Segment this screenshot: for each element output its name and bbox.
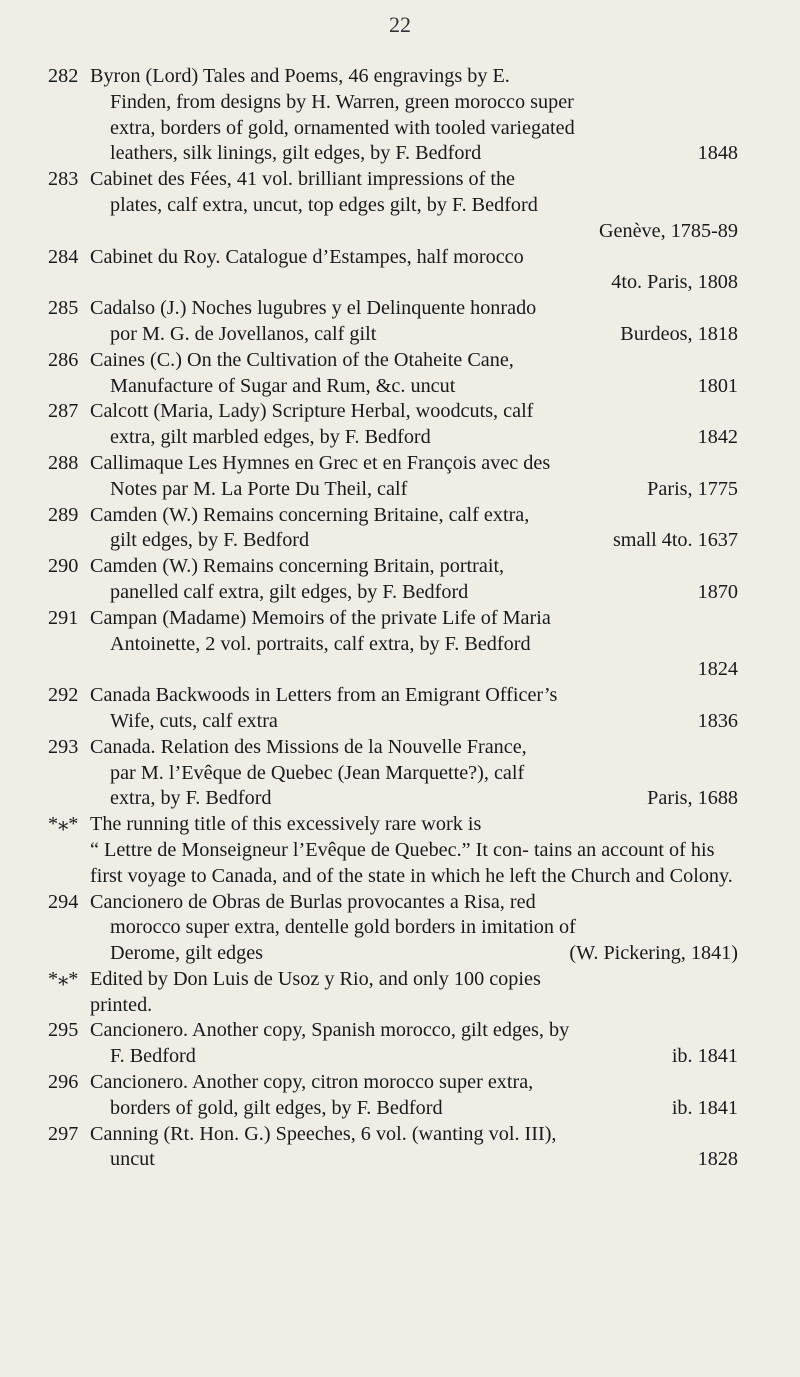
entry-line: Cancionero. Another copy, citron morocco super extra,: [90, 1071, 534, 1094]
catalogue-list: [48, 64, 738, 1173]
entry-line: Caines (C.) On the Cultivation of the Otaheite Cane,: [90, 348, 514, 371]
entry-line: [90, 425, 738, 451]
note-line: Edited by Don Luis de Usoz y Rio, and only 100 copies: [90, 967, 541, 990]
catalogue-entry-294: [48, 890, 738, 967]
entry-number: 288: [48, 451, 79, 474]
entry-line: [90, 322, 738, 348]
entry-line: Canada Backwoods in Letters from an Emigrant Officer’s: [90, 684, 558, 707]
catalogue-entry-295: [48, 1018, 738, 1070]
catalogue-entry-285: [48, 296, 738, 348]
page-number: 22: [389, 12, 411, 37]
entry-line: [90, 786, 738, 812]
entry-line: Cadalso (J.) Noches lugubres y el Delinquente honrado: [90, 297, 537, 320]
entry-date: Paris, 1688: [647, 787, 738, 810]
note-line: “ Lettre de Monseigneur l’Evêque de Quebec.” It con-: [90, 838, 529, 861]
entry-line: [90, 657, 738, 683]
note-line: printed.: [90, 993, 153, 1016]
entry-line-text: panelled calf extra, gilt edges, by F. Bedford: [110, 580, 469, 603]
entry-number: 293: [48, 735, 79, 758]
entry-line: par M. l’Evêque de Quebec (Jean Marquette?), calf: [110, 761, 525, 784]
entry-date: ib. 1841: [671, 1045, 738, 1068]
catalogue-entry-296: [48, 1070, 738, 1122]
entry-line: extra, borders of gold, ornamented with tooled variegated: [110, 116, 575, 139]
entry-number: 291: [48, 606, 79, 629]
entry-line: morocco super extra, dentelle gold borders in imitation of: [110, 916, 576, 939]
catalogue-entry-288: [48, 451, 738, 503]
entry-number: 289: [48, 503, 79, 526]
catalogue-note-294: [48, 967, 738, 1019]
entry-line: [90, 1147, 738, 1173]
entry-line: [90, 528, 738, 554]
entry-line: Campan (Madame) Memoirs of the private Life of Maria: [90, 606, 551, 629]
catalogue-entry-291: [48, 606, 738, 683]
entry-number: 283: [48, 168, 79, 191]
entry-line-text: Wife, cuts, calf extra: [110, 709, 278, 732]
entry-line: [90, 1096, 738, 1122]
entry-line-text: leathers, silk linings, gilt edges, by F. Bedford: [110, 142, 482, 165]
entry-line: Byron (Lord) Tales and Poems, 46 engravings by E.: [90, 65, 510, 87]
entry-number: 292: [48, 684, 79, 707]
catalogue-entry-290: [48, 554, 738, 606]
entry-line-text: F. Bedford: [110, 1045, 196, 1068]
entry-date: 1801: [697, 374, 738, 397]
entry-line: [90, 270, 738, 296]
entry-number: 297: [48, 1122, 79, 1145]
note-line: the state in which he left the Church and Colony.: [338, 864, 733, 887]
entry-line-text: gilt edges, by F. Bedford: [110, 529, 310, 552]
catalogue-entry-283: [48, 167, 738, 244]
entry-line: Cancionero de Obras de Burlas provocantes a Risa, red: [90, 890, 536, 913]
entry-line: Callimaque Les Hymnes en Grec et en François avec des: [90, 451, 551, 474]
entry-date: (W. Pickering, 1841): [569, 942, 738, 965]
entry-line: [90, 477, 738, 503]
entry-line-text: extra, by F. Bedford: [110, 787, 272, 810]
catalogue-entry-287: [48, 399, 738, 451]
entry-line: [90, 1044, 738, 1070]
entry-line: [90, 580, 738, 606]
entry-line: Cancionero. Another copy, Spanish morocco, gilt edges, by: [90, 1019, 570, 1042]
entry-line-text: extra, gilt marbled edges, by F. Bedford: [110, 426, 431, 449]
entry-line: [90, 141, 738, 167]
entry-line-text: por M. G. de Jovellanos, calf gilt: [110, 322, 377, 345]
entry-number: 282: [48, 65, 79, 87]
note-line: tains an account of his first voyage to Canada, and of: [90, 838, 715, 887]
entry-number: 286: [48, 348, 79, 371]
entry-number: 296: [48, 1071, 79, 1094]
entry-date: Burdeos, 1818: [620, 322, 738, 345]
entry-line-text: Manufacture of Sugar and Rum, &c. uncut: [110, 374, 456, 397]
asterism-mark: *⁎*: [48, 813, 79, 836]
entry-date: 1848: [697, 142, 738, 165]
entry-line: Calcott (Maria, Lady) Scripture Herbal, woodcuts, calf: [90, 400, 534, 423]
entry-line: plates, calf extra, uncut, top edges gilt, by F. Bedford: [110, 193, 538, 216]
entry-date: ib. 1841: [671, 1096, 738, 1119]
entry-line-text: Derome, gilt edges: [110, 942, 264, 965]
entry-date: 1870: [697, 580, 738, 603]
entry-number: 285: [48, 297, 79, 320]
entry-date: 1824: [697, 658, 738, 681]
catalogue-note-293: [48, 812, 738, 889]
entry-line-text: Notes par M. La Porte Du Theil, calf: [110, 477, 408, 500]
entry-line: [90, 941, 738, 967]
entry-date: 1836: [697, 709, 738, 732]
catalogue-entry-282: [48, 64, 738, 167]
entry-line: Cabinet des Fées, 41 vol. brilliant impressions of the: [90, 168, 516, 191]
entry-date: Genève, 1785-89: [598, 219, 738, 242]
entry-line: Cabinet du Roy. Catalogue d’Estampes, half morocco: [90, 245, 524, 268]
entry-date: small 4to. 1637: [612, 529, 738, 552]
entry-line: Camden (W.) Remains concerning Britaine, calf extra,: [90, 503, 530, 526]
entry-date: 1842: [697, 426, 738, 449]
entry-date: 1828: [697, 1148, 738, 1171]
catalogue-entry-293: [48, 735, 738, 812]
entry-line: Finden, from designs by H. Warren, green morocco super: [110, 90, 574, 113]
entry-line: [90, 374, 738, 400]
catalogue-entry-286: [48, 348, 738, 400]
entry-number: 284: [48, 245, 79, 268]
entry-line: Canada. Relation des Missions de la Nouvelle France,: [90, 735, 527, 758]
entry-line: [90, 709, 738, 735]
entry-line-text: uncut: [110, 1148, 155, 1171]
asterism-mark: *⁎*: [48, 967, 79, 990]
catalogue-entry-289: [48, 503, 738, 555]
entry-line: [90, 219, 738, 245]
entry-date: 4to. Paris, 1808: [611, 271, 738, 294]
entry-date: Paris, 1775: [647, 477, 738, 500]
entry-line-text: borders of gold, gilt edges, by F. Bedford: [110, 1096, 443, 1119]
entry-number: 290: [48, 555, 79, 578]
catalogue-entry-297: [48, 1122, 738, 1174]
entry-line: Antoinette, 2 vol. portraits, calf extra, by F. Bedford: [110, 632, 531, 655]
catalogue-entry-292: [48, 683, 738, 735]
entry-line: Canning (Rt. Hon. G.) Speeches, 6 vol. (wanting vol. III),: [90, 1122, 557, 1145]
entry-number: 287: [48, 400, 79, 423]
note-line: The running title of this excessively rare work is: [90, 813, 482, 836]
catalogue-entry-284: [48, 245, 738, 297]
entry-line: Camden (W.) Remains concerning Britain, portrait,: [90, 555, 505, 578]
entry-number: 295: [48, 1019, 79, 1042]
entry-number: 294: [48, 890, 79, 913]
